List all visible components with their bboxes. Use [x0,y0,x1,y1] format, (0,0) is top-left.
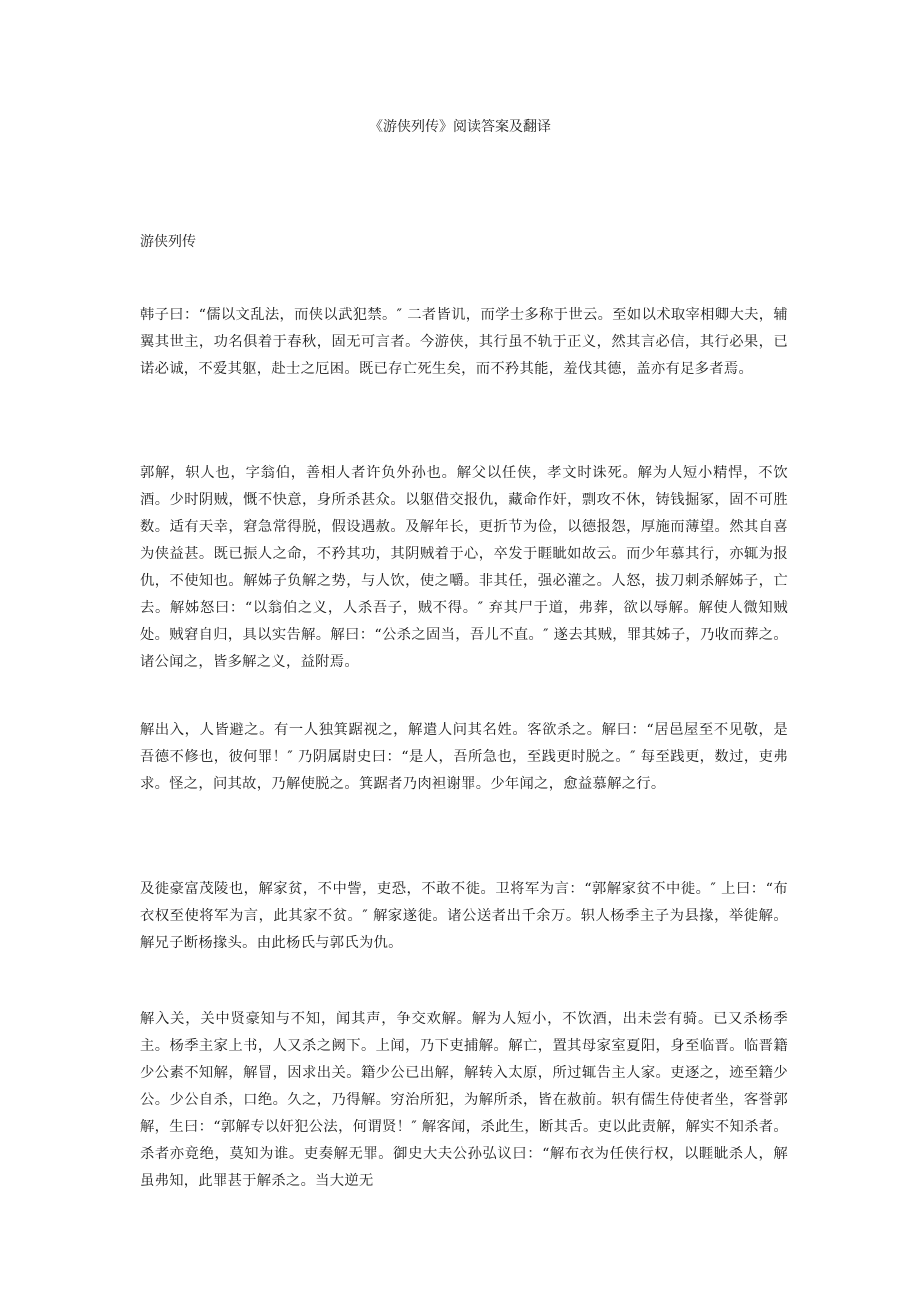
paragraph-entering-pass: 解入关，关中贤豪知与不知，闻其声，争交欢解。解为人短小，不饮酒，出未尝有骑。已又杀杨季主。杨季主家上书，人又杀之阙下。上闻，乃下吏捕解。解亡，置其母家室夏阳，身至临晋。临晋籍少公素不知解，解冒，因求出关。籍少公已出解，解转入太原，所过辄告主人家。吏逐之，迹至籍少公。少公自杀，口绝。久之，乃得解。穷治所犯，为解所杀，皆在赦前。轵有儒生侍使者坐，客誉郭解，生曰：“郭解专以奸犯公法，何谓贤！″ 解客闻，杀此生，断其舌。吏以此责解，解实不知杀者。杀者亦竟绝，莫知为谁。吏奏解无罪。御史大夫公孙弘议曰：“解布衣为任侠行权，以睚眦杀人，解虽弗知，此罪甚于解杀之。当大逆无 [140,1011,788,1189]
document-title: 《游侠列传》阅读答案及翻译 [369,119,551,135]
paragraph-maoling-relocation: 及徙豪富茂陵也，解家贫，不中訾，吏恐，不敢不徙。卫将军为言：“郭解家贫不中徙。″ 上曰：“布衣权至使将军为言，此其家不贫。″ 解家遂徙。诸公送者出千余万。轵人杨季主子为县掾，举徙解。解兄子断杨掾头。由此杨氏与郭氏为仇。 [140,881,788,951]
paragraph-guo-jie-respect: 解出入，人皆避之。有一人独箕踞视之，解遣人问其名姓。客欲杀之。解曰：“居邑屋至不见敬，是吾德不修也，彼何罪！″ 乃阴属尉史曰：“是人，吾所急也，至践更时脱之。″ 每至践更，数过，吏弗求。怪之，问其故，乃解使脱之。箕踞者乃肉袒谢罪。少年闻之，愈益慕解之行。 [140,722,788,792]
section-heading: 游侠列传 [140,234,196,250]
paragraph-preface: 韩子曰：“儒以文乱法，而侠以武犯禁。″ 二者皆讥，而学士多称于世云。至如以术取宰相卿大夫，辅翼其世主，功名俱着于春秋，固无可言者。今游侠，其行虽不轨于正义，然其言必信，其行必果，已诺必诚，不爱其躯，赴士之厄困。既已存亡死生矣，而不矜其能，羞伐其德，盖亦有足多者焉。 [140,307,788,377]
paragraph-guo-jie-origin: 郭解，轵人也，字翁伯，善相人者许负外孙也。解父以任侠，孝文时诛死。解为人短小精悍，不饮酒。少时阴贼，慨不快意，身所杀甚众。以躯借交报仇，藏命作奸，剽攻不休，铸钱掘冢，固不可胜数。适有天幸，窘急常得脱，假设遇赦。及解年长，更折节为俭，以德报怨，厚施而薄望。然其自喜为侠益甚。既已振人之命，不矜其功，其阴贼着于心，卒发于睚眦如故云。而少年慕其行，亦辄为报仇，不使知也。解姊子负解之势，与人饮，使之嚼。非其任，强必灌之。人怒，拔刀刺杀解姊子，亡去。解姊怒曰：“以翁伯之义，人杀吾子，贼不得。″ 弃其尸于道，弗葬，欲以辱解。解使人微知贼处。贼窘自归，具以实告解。解曰：“公杀之固当，吾儿不直。″ 遂去其贼，罪其姊子，乃收而葬之。诸公闻之，皆多解之义，益附焉。 [140,465,788,670]
